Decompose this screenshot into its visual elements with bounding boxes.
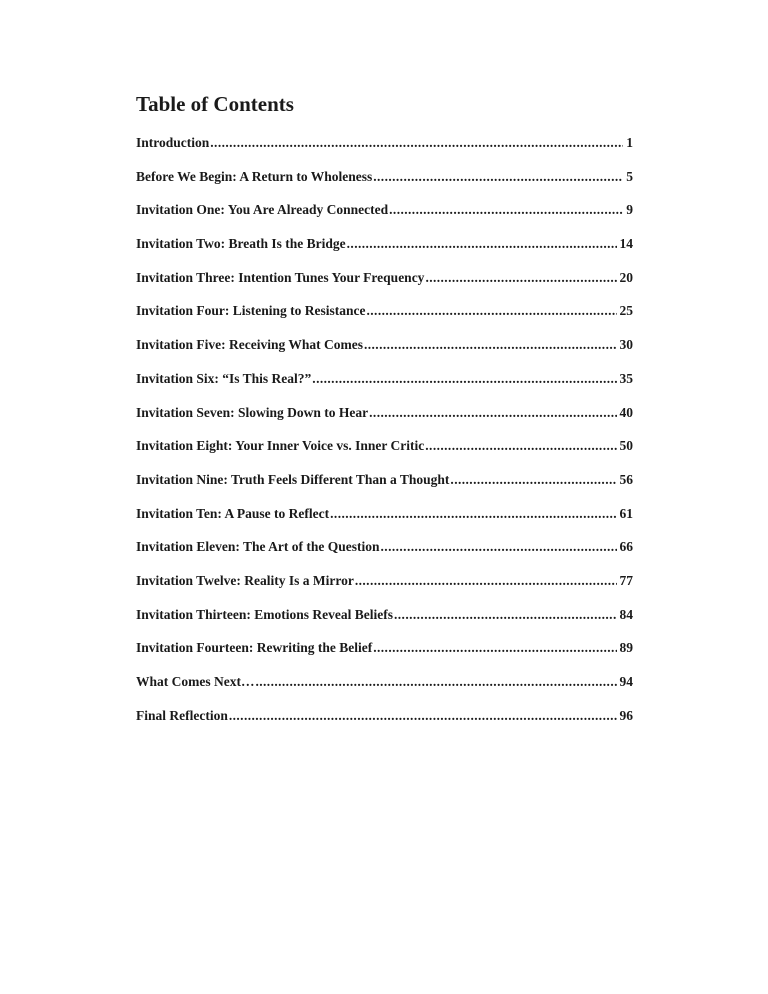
toc-entry[interactable]	[136, 538, 633, 572]
toc-entry-page-number: 1	[626, 135, 633, 150]
toc-entry-title: Invitation Thirteen: Emotions Reveal Beliefs	[136, 606, 393, 622]
toc-entry-page-number: 94	[619, 674, 633, 689]
dot-leader	[330, 505, 616, 522]
toc-entry-title: Invitation Four: Listening to Resistance	[136, 303, 366, 319]
toc-entry[interactable]	[136, 606, 633, 640]
toc-list	[136, 134, 633, 740]
page-title: Table of Contents	[136, 92, 294, 116]
toc-entry-title: Invitation Twelve: Reality Is a Mirror	[136, 572, 354, 588]
dot-leader	[373, 168, 623, 185]
dot-leader	[355, 572, 617, 589]
document-page	[136, 90, 633, 740]
toc-entry-title: Invitation Two: Breath Is the Bridge	[136, 236, 346, 252]
toc-entry-page-number: 20	[619, 269, 633, 285]
toc-entry[interactable]	[136, 235, 633, 269]
toc-entry-page-number: 14	[619, 236, 633, 252]
toc-entry-page-number: 30	[619, 337, 633, 353]
dot-leader	[347, 235, 617, 252]
toc-entry-page-number: 40	[619, 404, 633, 420]
toc-entry-page-number: 96	[619, 707, 633, 723]
toc-entry-title: Final Reflection	[136, 707, 228, 723]
dot-leader	[364, 336, 617, 353]
dot-leader	[394, 606, 617, 623]
toc-entry[interactable]	[136, 639, 633, 673]
toc-entry-page-number: 5	[626, 168, 633, 184]
toc-entry[interactable]	[136, 201, 633, 235]
toc-entry-title: Invitation Six: “Is This Real?”	[136, 370, 312, 386]
toc-entry-page-number: 56	[619, 471, 633, 487]
toc-entry-page-number: 25	[619, 303, 633, 319]
toc-entry-title: Invitation One: You Are Already Connected	[136, 202, 389, 218]
toc-entry[interactable]	[136, 404, 633, 438]
toc-entry-page-number: 89	[619, 640, 633, 656]
toc-entry-title: Invitation Ten: A Pause to Reflect	[136, 505, 330, 521]
dot-leader	[373, 639, 616, 656]
toc-entry-title: What Comes Next…	[136, 674, 255, 689]
toc-entry[interactable]	[136, 471, 633, 505]
toc-entry-title: Invitation Seven: Slowing Down to Hear	[136, 404, 369, 420]
dot-leader	[369, 404, 616, 421]
toc-entry-title: Invitation Eleven: The Art of the Question	[136, 539, 380, 555]
dot-leader	[425, 269, 616, 286]
toc-entry[interactable]	[136, 572, 633, 606]
toc-entry[interactable]	[136, 370, 633, 404]
dot-leader	[367, 302, 617, 319]
toc-entry-title: Invitation Five: Receiving What Comes	[136, 337, 363, 353]
toc-entry[interactable]	[136, 302, 633, 336]
toc-entry-page-number: 66	[619, 539, 633, 555]
toc-entry-title: Introduction	[136, 135, 210, 150]
dot-leader	[312, 370, 616, 387]
toc-entry[interactable]	[136, 336, 633, 370]
toc-entry-page-number: 61	[619, 505, 633, 521]
dot-leader	[450, 471, 616, 488]
dot-leader	[381, 538, 617, 555]
dot-leader	[210, 134, 623, 151]
toc-entry[interactable]	[136, 437, 633, 471]
toc-entry-page-number: 77	[619, 572, 633, 588]
toc-entry-title: Invitation Eight: Your Inner Voice vs. Inner Critic	[136, 438, 425, 454]
toc-entry[interactable]	[136, 168, 633, 202]
toc-entry-page-number: 9	[626, 202, 633, 218]
dot-leader	[425, 437, 616, 454]
toc-entry[interactable]	[136, 269, 633, 303]
toc-entry-page-number: 84	[619, 606, 633, 622]
toc-entry-page-number: 50	[619, 438, 633, 454]
dot-leader	[389, 201, 623, 218]
toc-entry-title: Invitation Nine: Truth Feels Different Than a Thought	[136, 471, 450, 487]
dot-leader	[229, 707, 617, 724]
dot-leader	[255, 673, 616, 690]
toc-entry[interactable]	[136, 505, 633, 539]
toc-entry-title: Invitation Three: Intention Tunes Your Frequency	[136, 269, 425, 285]
toc-entry[interactable]	[136, 673, 633, 707]
toc-entry[interactable]	[136, 134, 633, 168]
toc-entry-title: Before We Begin: A Return to Wholeness	[136, 168, 373, 184]
toc-entry-page-number: 35	[619, 370, 633, 386]
toc-entry[interactable]	[136, 707, 633, 741]
toc-entry-title: Invitation Fourteen: Rewriting the Belief	[136, 640, 373, 656]
